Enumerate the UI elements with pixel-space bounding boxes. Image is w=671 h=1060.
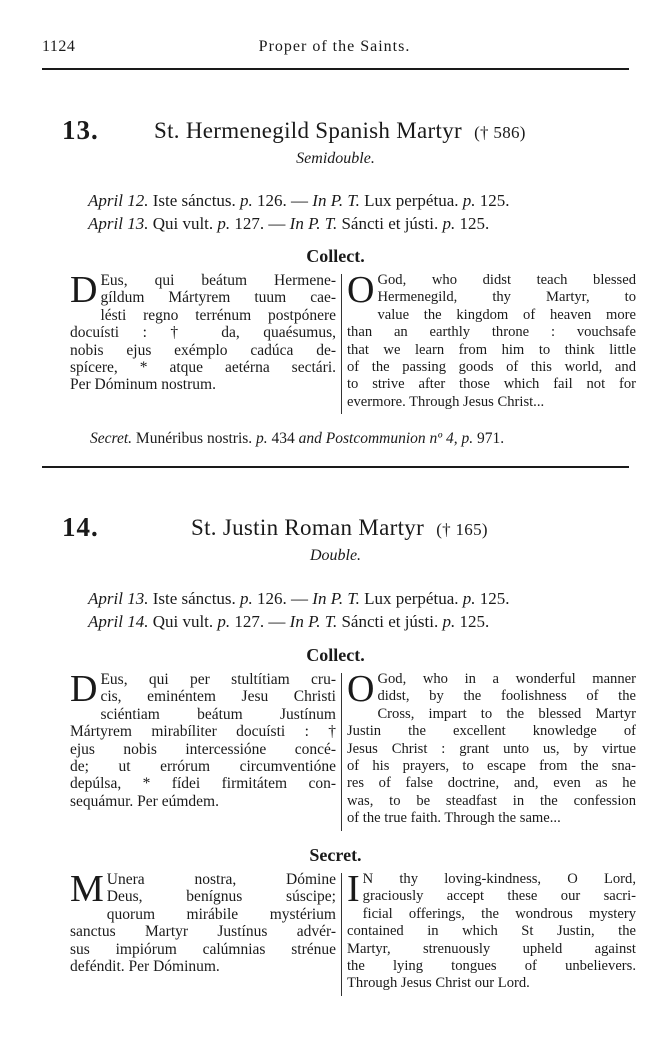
feast-14-secret-english: I N thy loving-kindness, O Lord, graciously accept these our sacri- ficial offerings, the wondrous mystery contained in which St Justin, the Martyr, strenuously upheld against the lying tongues of unbelievers. Through Jesus Christ our Lord.: [347, 868, 636, 992]
feast-13-title: St. Hermenegild Spanish Martyr († 586): [154, 118, 526, 143]
feast-13-number: 13.: [62, 115, 99, 145]
feast-14-rank: Double.: [309, 547, 362, 564]
feast-13-ref-1: April 12. Iste sánctus. p. 126. — In P. T. Lux perpétua. p. 125.: [88, 191, 510, 210]
header-rule: [42, 68, 629, 70]
feast-14-collect-latin: D Eus, qui per stultítiam cru- cis, eminéntem Jesu Christi sciéntiam beátum Justínum Mártyrem mirabíliter docuísti : † ejus nobis intercessióne concé- de; ut errórum circumventióne depúlsa, * fídei firmitátem con- sequámur. Per eúmdem.: [70, 668, 336, 810]
column-divider: [341, 873, 342, 996]
feast-14-ref-1: April 13. Iste sánctus. p. 126. — In P. T. Lux perpétua. p. 125.: [88, 589, 510, 608]
running-title: Proper of the Saints.: [258, 38, 411, 55]
feast-13-ref-2: April 13. Qui vult. p. 127. — In P. T. Sáncti et jústi. p. 125.: [88, 214, 490, 233]
feast-13-heading: [62, 115, 622, 145]
feast-14-heading: [62, 512, 622, 542]
drop-cap: O: [347, 269, 375, 311]
drop-cap: I: [347, 868, 360, 910]
feast-13-secret-line: Secret. Munéribus nostris. p. 434 and Postcommunion nº 4, p. 971.: [90, 430, 505, 447]
drop-cap: M: [70, 868, 104, 910]
section-divider-rule: [42, 466, 629, 468]
column-divider: [341, 274, 342, 414]
feast-13-rank: Semidouble.: [296, 150, 375, 167]
feast-14-title: St. Justin Roman Martyr († 165): [191, 515, 488, 540]
feast-13-collect-heading: Collect.: [306, 246, 365, 266]
feast-14-collect-english: O God, who in a wonderful manner didst, by the foolishness of the Cross, impart to the blessed Martyr Justin the excellent knowledge of Jesus Christ : grant unto us, by virtue of his prayers, to escape from the sna- res of false doctrine, and, even as he was, to be steadfast in the confession of the true faith. Through the same...: [347, 668, 636, 827]
feast-14-secret-latin: M Unera nostra, Dómine Deus, benígnus súscipe; quorum mirábile mystérium sanctus Martyr Justínus advér- sus impiórum calúmnias strénue deféndit. Per Dóminum.: [70, 868, 336, 975]
feast-14-number: 14.: [62, 512, 99, 542]
column-divider: [341, 673, 342, 831]
feast-14-secret-heading: Secret.: [309, 845, 362, 865]
drop-cap: D: [70, 668, 98, 710]
running-head: [42, 38, 627, 58]
drop-cap: D: [70, 269, 98, 311]
drop-cap: O: [347, 668, 375, 710]
feast-13-obit: († 586): [474, 123, 526, 142]
feast-14-ref-2: April 14. Qui vult. p. 127. — In P. T. Sáncti et jústi. p. 125.: [88, 612, 490, 631]
feast-13-collect-latin: D Eus, qui beátum Hermene- gíldum Mártyrem tuum cae- lésti regno terrénum postpónere docuísti : † da, quaésumus, nobis ejus exémplo cadúca de- spícere, * atque aetérna sectári. Per Dóminum nostrum.: [70, 269, 336, 394]
feast-14-collect-heading: Collect.: [306, 645, 365, 665]
feast-13-collect-english: O God, who didst teach blessed Hermenegild, thy Martyr, to value the kingdom of heaven more than an earthly throne : vouchsafe that we learn from him to think little of the passing goods of this world, and to strive after those which fail not for evermore. Through Jesus Christ...: [347, 269, 636, 410]
page-number: 1124: [42, 38, 76, 55]
feast-14-obit: († 165): [436, 520, 488, 539]
